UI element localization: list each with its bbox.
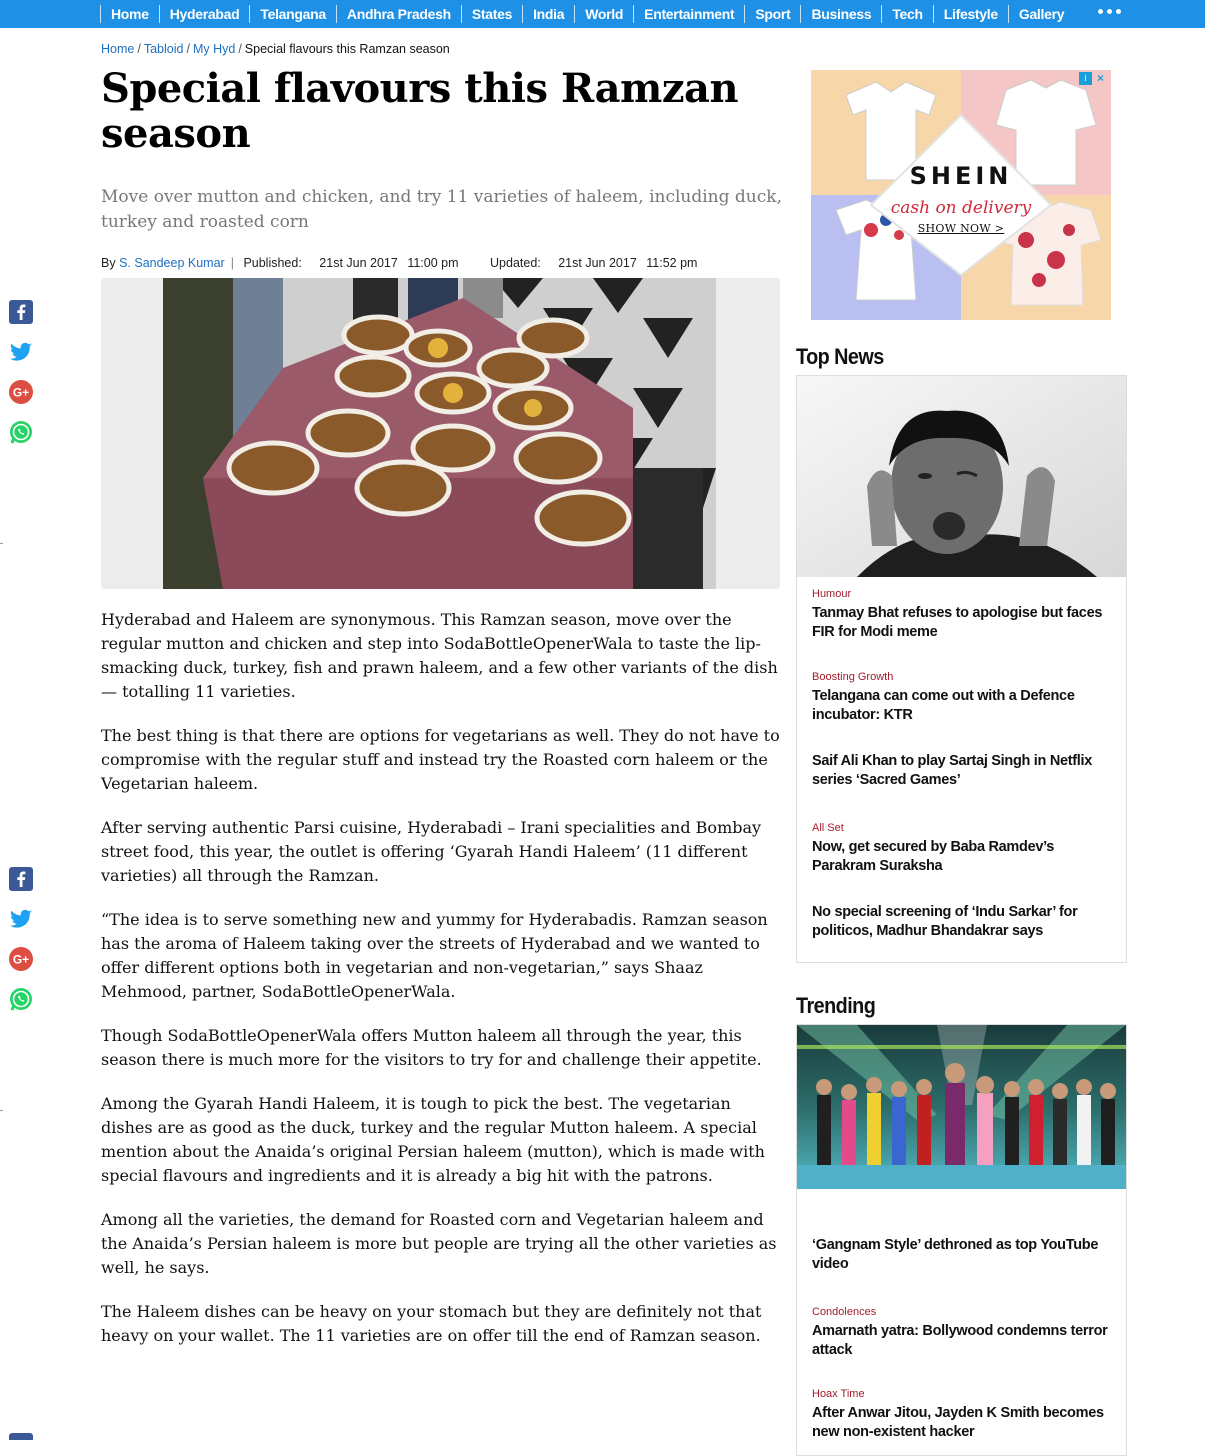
article-paragraph: “The idea is to serve something new and yummy for Hyderabadis. Ramzan season has the aroma of Haleem taking over the streets of Hyderabad and we wanted to offer different options both in vegetarian and non-vegetarian,” says Shaaz Mehmood, partner, SodaBottleOpenerWala. <box>101 910 768 1001</box>
nav-item-hyderabad[interactable]: Hyderabad <box>159 5 250 23</box>
top-news-item[interactable] <box>812 670 1112 725</box>
facebook-icon[interactable] <box>8 866 34 892</box>
whatsapp-icon[interactable] <box>8 986 34 1012</box>
twitter-icon[interactable] <box>8 339 34 365</box>
nav-item-business[interactable]: Business <box>800 5 881 23</box>
news-category: All Set <box>812 822 844 834</box>
trending-item[interactable] <box>812 1387 1112 1442</box>
article-title: Special flavours this Ramzan season <box>101 65 739 157</box>
top-news-item[interactable] <box>812 821 1112 876</box>
nav-item-gallery[interactable]: Gallery <box>1008 5 1074 23</box>
article-paragraph: The best thing is that there are options for vegetarians as well. They do not have to compromise with the regular stuff and instead try the Roasted corn haleem or the Vegetarian haleem. <box>101 726 780 793</box>
published-label: Published: <box>243 256 302 270</box>
ad-brand: SHEIN <box>909 162 1013 190</box>
updated-date: 21st Jun 2017 <box>558 256 637 270</box>
nav-item-sport[interactable]: Sport <box>744 5 800 23</box>
google-plus-icon[interactable] <box>8 946 34 972</box>
ad-tagline: cash on delivery <box>890 198 1032 218</box>
news-headline[interactable]: Telangana can come out with a Defence incubator: KTR <box>812 688 1075 723</box>
news-category: Hoax Time <box>812 1388 865 1400</box>
news-headline[interactable]: ‘Gangnam Style’ dethroned as top YouTube video <box>812 1237 1099 1272</box>
breadcrumb-home[interactable]: Home <box>101 42 135 56</box>
news-headline[interactable]: After Anwar Jitou, Jayden K Smith becomes new non-existent hacker <box>812 1405 1104 1440</box>
article-body <box>101 608 781 1368</box>
nav-item-telangana[interactable]: Telangana <box>249 5 336 23</box>
top-news-heading: Top News <box>796 344 884 369</box>
news-category: Humour <box>812 588 852 600</box>
ad-artwork <box>811 70 1111 320</box>
share-bar-bottom <box>8 1432 36 1440</box>
news-category: Condolences <box>812 1306 877 1318</box>
facebook-icon[interactable] <box>8 1432 34 1440</box>
nav-item-home[interactable]: Home <box>100 5 159 23</box>
trending-heading: Trending <box>796 993 876 1018</box>
nav-item-states[interactable]: States <box>461 5 522 23</box>
breadcrumb-tabloid[interactable]: Tabloid <box>143 42 184 56</box>
top-news-item[interactable] <box>812 752 1112 790</box>
nav-item-world[interactable]: World <box>574 5 633 23</box>
article-paragraph: The Haleem dishes can be heavy on your stomach but they are definitely not that heavy on your wallet. The 11 varieties are on offer till the end of Ramzan season. <box>101 1302 762 1345</box>
google-plus-icon[interactable] <box>8 379 34 405</box>
breadcrumb-separator: / <box>137 42 141 56</box>
breadcrumb-separator: / <box>238 42 242 56</box>
nav-item-andhra-pradesh[interactable]: Andhra Pradesh <box>336 5 461 23</box>
news-headline[interactable]: No special screening of ‘Indu Sarkar’ for politicos, Madhur Bhandakrar says <box>812 904 1078 939</box>
article-paragraph: Hyderabad and Haleem are synonymous. This Ramzan season, move over the regular mutton and chicken and step into SodaBottleOpenerWala to taste the lip-smacking duck, turkey, fish and prawn haleem, and a few other variants of the dish — totalling 11 varieties. <box>101 610 778 701</box>
news-headline[interactable]: Tanmay Bhat refuses to apologise but faces FIR for Modi meme <box>812 605 1103 640</box>
article-paragraph: Among the Gyarah Handi Haleem, it is tough to pick the best. The vegetarian dishes are as good as the duck, turkey and the regular Mutton haleem. A special mention about the Anaida’s original Persian haleem (mutton), which is made with special flavours and ingredients and it is already a big hit with the patrons. <box>101 1094 765 1185</box>
nav-item-tech[interactable]: Tech <box>881 5 932 23</box>
news-headline[interactable]: Saif Ali Khan to play Sartaj Singh in Netflix series ‘Sacred Games’ <box>812 753 1093 788</box>
hero-image-frame <box>101 278 780 589</box>
breadcrumb-separator: / <box>186 42 190 56</box>
facebook-icon[interactable] <box>8 299 34 325</box>
published-date: 21st Jun 2017 <box>319 256 398 270</box>
author-link[interactable]: S. Sandeep Kumar <box>119 256 225 270</box>
twitter-icon[interactable] <box>8 906 34 932</box>
nav-item-india[interactable]: India <box>522 5 574 23</box>
top-news-image[interactable] <box>797 376 1126 577</box>
ad-choices[interactable] <box>1079 72 1107 85</box>
article-paragraph: Among all the varieties, the demand for Roasted corn and Vegetarian haleem and the Anaida’s Persian haleem is more but people are trying all the other varieties as well, he says. <box>101 1210 777 1277</box>
svg-text:G+: G+ <box>12 952 30 967</box>
article-paragraph: Though SodaBottleOpenerWala offers Mutton haleem all through the year, this season there is much more for the visitors to try for and challenge their appetite. <box>101 1026 762 1069</box>
news-category: Boosting Growth <box>812 671 894 683</box>
updated-label: Updated: <box>490 256 541 270</box>
trending-image[interactable] <box>797 1025 1126 1189</box>
byline: By S. Sandeep Kumar | Published: 21st Jun 2017 11:00 pm Updated: 21st Jun 2017 11:52 pm <box>101 256 698 270</box>
trending-item[interactable] <box>812 1236 1112 1274</box>
article-paragraph: After serving authentic Parsi cuisine, Hyderabadi – Irani specialities and Bombay street food, this year, the outlet is offering ‘Gyarah Handi Haleem’ (11 different varieties) all through the Ramzan. <box>101 818 762 885</box>
nav-links <box>100 0 1074 28</box>
advertisement-banner[interactable] <box>811 70 1111 320</box>
ellipsis-icon[interactable] <box>1098 9 1121 14</box>
published-time: 11:00 pm <box>407 256 459 270</box>
breadcrumb <box>101 42 450 56</box>
updated-time: 11:52 pm <box>646 256 698 270</box>
article-summary: Move over mutton and chicken, and try 11 varieties of haleem, including duck, turkey and roasted corn <box>101 187 782 232</box>
breadcrumb-my-hyd[interactable]: My Hyd <box>192 42 236 56</box>
trending-card <box>796 1024 1127 1456</box>
nav-item-entertainment[interactable]: Entertainment <box>633 5 744 23</box>
info-icon[interactable]: i <box>1079 72 1092 85</box>
top-news-item[interactable] <box>812 903 1112 941</box>
hero-image[interactable] <box>163 278 716 589</box>
close-icon[interactable]: × <box>1096 71 1104 85</box>
by-label: By <box>101 256 116 270</box>
top-news-card <box>796 375 1127 963</box>
share-bar-top <box>8 299 36 459</box>
divider-tick <box>0 543 3 544</box>
nav-item-lifestyle[interactable]: Lifestyle <box>933 5 1008 23</box>
breadcrumb-current: Special flavours this Ramzan season <box>244 42 450 56</box>
top-news-item[interactable] <box>812 587 1112 642</box>
trending-item[interactable] <box>812 1305 1112 1360</box>
divider-tick <box>0 1110 3 1111</box>
news-headline[interactable]: Amarnath yatra: Bollywood condemns terror attack <box>812 1323 1108 1358</box>
share-bar-middle <box>8 866 36 1026</box>
svg-text:G+: G+ <box>12 385 30 400</box>
whatsapp-icon[interactable] <box>8 419 34 445</box>
ad-cta[interactable]: SHOW NOW > <box>917 222 1005 235</box>
top-navigation-bar <box>0 0 1205 28</box>
news-headline[interactable]: Now, get secured by Baba Ramdev’s Parakram Suraksha <box>812 839 1055 874</box>
